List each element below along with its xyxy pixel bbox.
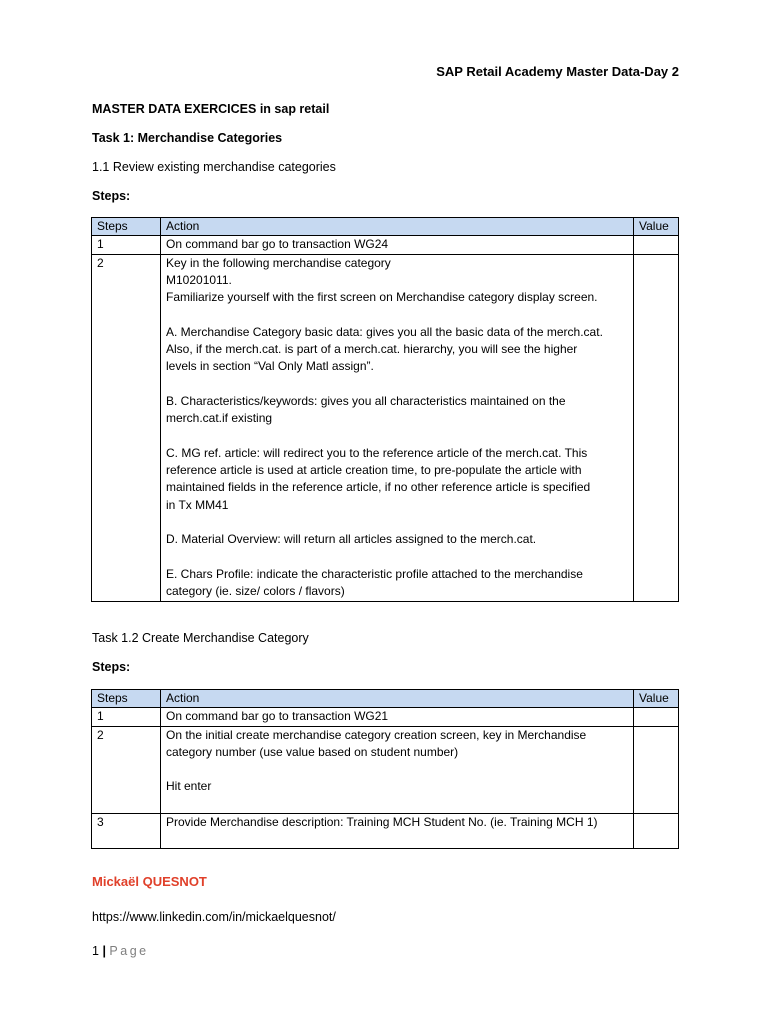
value-cell: [634, 726, 679, 813]
action-cell: [161, 254, 634, 601]
page-label: Page: [109, 944, 149, 958]
value-cell: [634, 236, 679, 254]
action-line: in Tx MM41: [166, 497, 229, 512]
page-header: SAP Retail Academy Master Data-Day 2: [436, 64, 679, 79]
task1-title: Task 1: Merchandise Categories: [92, 131, 283, 145]
action-line: M10201011.: [166, 272, 232, 287]
step-cell: 1: [92, 236, 161, 254]
action-line: Familiarize yourself with the first screen on Merchandise category display screen.: [166, 290, 598, 305]
doc-title: MASTER DATA EXERCICES in sap retail: [92, 102, 330, 116]
action-line: category number (use value based on student number): [166, 744, 459, 759]
action-line: B. Characteristics/keywords: gives you all characteristics maintained on the: [166, 393, 566, 408]
value-cell: [634, 813, 679, 848]
footer-separator: |: [102, 944, 106, 958]
table-header-row: [92, 690, 679, 708]
action-line: Hit enter: [166, 779, 212, 794]
action-line: merch.cat.if existing: [166, 411, 273, 426]
page-footer: [92, 944, 149, 958]
value-cell: [634, 254, 679, 601]
table-row: [92, 708, 679, 726]
col-header-steps: Steps: [92, 218, 161, 236]
task2-title: Task 1.2 Create Merchandise Category: [92, 631, 309, 645]
col-header-value: Value: [634, 690, 679, 708]
table-row: [92, 813, 679, 848]
table-row: [92, 726, 679, 813]
action-cell: [161, 726, 634, 813]
action-line: On the initial create merchandise category creation screen, key in Merchandise: [166, 727, 587, 742]
task1-steps-table: [91, 217, 679, 602]
step-cell: 1: [92, 708, 161, 726]
action-line: levels in section “Val Only Matl assign”.: [166, 359, 374, 374]
action-line: category (ie. size/ colors / flavors): [166, 584, 345, 599]
action-cell: On command bar go to transaction WG21: [161, 708, 634, 726]
step-cell: 3: [92, 813, 161, 848]
task2-steps-label: Steps:: [92, 660, 131, 674]
value-cell: [634, 708, 679, 726]
task2-steps-table: [91, 689, 679, 849]
col-header-steps: Steps: [92, 690, 161, 708]
table-row: [92, 236, 679, 254]
action-line: D. Material Overview: will return all articles assigned to the merch.cat.: [166, 532, 537, 547]
table-header-row: [92, 218, 679, 236]
page-number: 1: [92, 944, 99, 958]
action-line: reference article is used at article creation time, to pre-populate the article with: [166, 463, 582, 478]
action-line: maintained fields in the reference article, if no other reference article is specified: [166, 480, 591, 495]
action-line: E. Chars Profile: indicate the characteristic profile attached to the merchandise: [166, 566, 583, 581]
step-cell: 2: [92, 254, 161, 601]
action-line: A. Merchandise Category basic data: gives you all the basic data of the merch.cat.: [166, 324, 603, 339]
task1-steps-label: Steps:: [92, 189, 131, 203]
action-line: Key in the following merchandise category: [166, 255, 391, 270]
col-header-action: Action: [161, 690, 634, 708]
action-line: Also, if the merch.cat. is part of a merch.cat. hierarchy, you will see the higher: [166, 342, 578, 357]
action-cell: On command bar go to transaction WG24: [161, 236, 634, 254]
action-line: C. MG ref. article: will redirect you to the reference article of the merch.cat. This: [166, 445, 588, 460]
step-cell: 2: [92, 726, 161, 813]
linkedin-link[interactable]: https://www.linkedin.com/in/mickaelquesnot/: [92, 910, 336, 924]
author-name: Mickaël QUESNOT: [92, 874, 207, 889]
col-header-action: Action: [161, 218, 634, 236]
action-cell: Provide Merchandise description: Training MCH Student No. (ie. Training MCH 1): [161, 813, 634, 848]
task1-subtitle: 1.1 Review existing merchandise categories: [92, 160, 336, 174]
table-row: [92, 254, 679, 601]
col-header-value: Value: [634, 218, 679, 236]
